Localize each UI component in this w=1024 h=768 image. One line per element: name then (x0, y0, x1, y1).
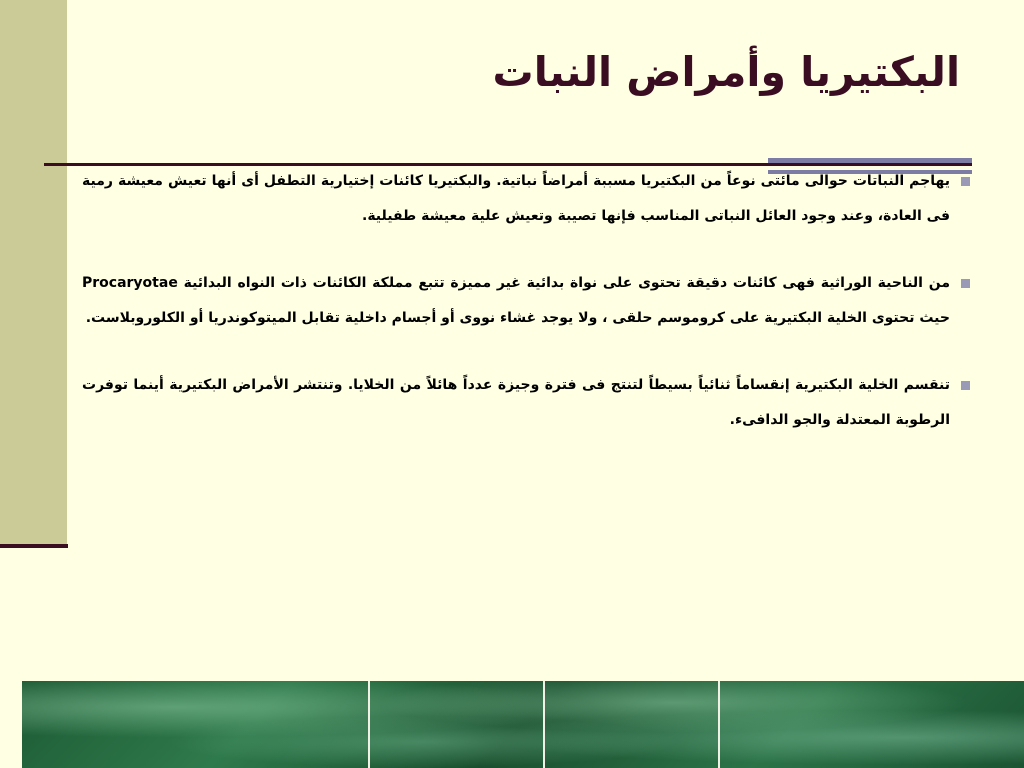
footer-divider (543, 681, 545, 768)
bullet-list (82, 164, 950, 438)
bullet-square-icon (961, 279, 970, 288)
bullet-text: من الناحية الوراثية فهى كائنات دقيقة تحتوى على نواة بدائية غير مميزة تتبع مملكة الكائنات ذات النواه البدائية Procaryotae حيث تحتوى الخلية البكتيرية على كروموسم حلقى ، ولا يوجد غشاء نووى أو أجسام داخلية تقابل الميتوكوندريا أو الكلوروبلاست. (82, 275, 950, 326)
bullet-item (82, 164, 950, 234)
bullet-square-icon (961, 381, 970, 390)
footer-divider (718, 681, 720, 768)
bullet-square-icon (961, 177, 970, 186)
slide-title: البكتيريا وأمراض النبات (492, 48, 960, 96)
bullet-item (82, 266, 950, 336)
left-band-rule (0, 544, 68, 548)
bullet-text: يهاجم النباتات حوالى مائتى نوعاً من البكتيريا مسببة أمراضاً نباتية. والبكتيريا كائنات إختيارية التطفل أى أنها تعيش معيشة رمية فى العادة، وعند وجود العائل النباتى المناسب فإنها تصيبة وتعيش علية معيشة طفيلية. (82, 173, 950, 224)
footer-marble-strip (22, 681, 1024, 768)
left-side-band (0, 0, 67, 546)
bullet-item (82, 368, 950, 438)
footer-divider (368, 681, 370, 768)
bullet-text: تنقسم الخلية البكتيرية إنقساماً ثنائياً بسيطاً لتنتج فى فترة وجيزة عدداً هائلاً من الخلايا. وتنتشر الأمراض البكتيرية أينما توفرت الرطوبة المعتدلة والجو الدافىء. (82, 377, 950, 428)
